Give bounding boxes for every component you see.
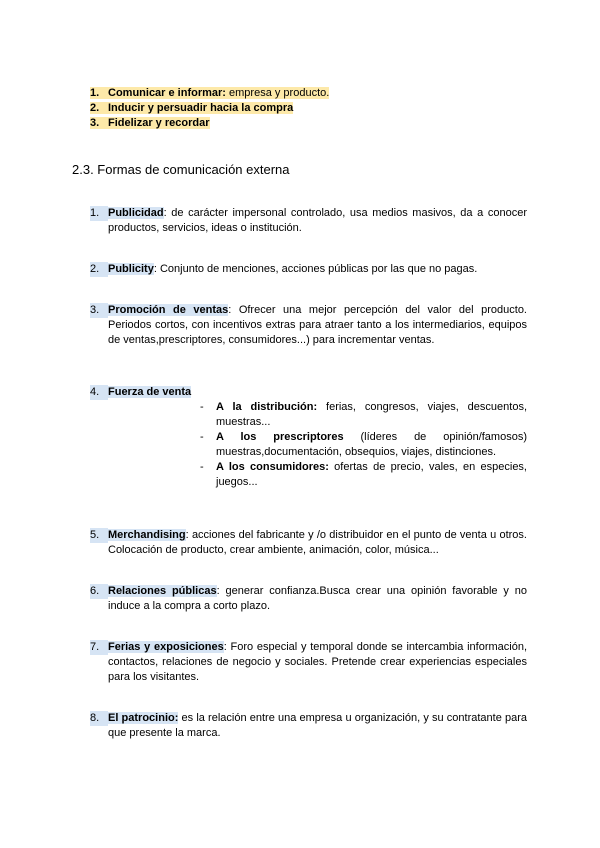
- term: Ferias y exposiciones: [108, 641, 224, 653]
- term: Relaciones públicas: [108, 585, 217, 597]
- list-item: [90, 640, 527, 685]
- description: Foro especial y temporal donde se intercambia información, contactos, relaciones de negocio y sociales. Pretende crear experiencias especiales para los visitantes.: [108, 641, 527, 683]
- list-number: 6.: [90, 584, 108, 599]
- dash-bullet: -: [200, 401, 204, 413]
- list-number: 1.: [90, 87, 100, 99]
- list-number: 3.: [90, 303, 108, 318]
- separator: :: [228, 304, 232, 316]
- list-item: [90, 262, 527, 277]
- description: acciones del fabricante y /o distribuidor en el punto de venta u otros. Colocación de producto, crear ambiente, animación, color, música...: [108, 529, 527, 556]
- list-number: 3.: [90, 117, 100, 129]
- list-number: 5.: [90, 528, 108, 543]
- sales-force-sublist: [200, 400, 527, 490]
- term: Fuerza de venta: [108, 386, 192, 398]
- sub-text: ferias, congresos, viajes, descuentos, muestras...: [216, 401, 527, 428]
- list-item-bold: Inducir y persuadir hacia la compra: [108, 102, 294, 114]
- list-number: 2.: [90, 102, 100, 114]
- list-item: [90, 86, 530, 101]
- list-item-bold: Fidelizar y recordar: [108, 117, 210, 129]
- dash-bullet: -: [200, 461, 204, 473]
- list-item: [90, 584, 527, 614]
- description: Ofrecer una mejor percepción del valor del producto. Periodos cortos, con incentivos extras para atraer tanto a los intermediarios, equipos de ventas,prescriptores, consumidores...) para incrementar ventas.: [108, 304, 527, 346]
- separator: :: [153, 263, 157, 275]
- separator: :: [185, 529, 189, 541]
- sub-term: A los prescriptores: [216, 431, 344, 443]
- term: Merchandising: [108, 529, 186, 541]
- sublist-item: [200, 430, 527, 460]
- description: generar confianza.Busca crear una opinión favorable y no induce a la compra a corto plazo.: [108, 585, 528, 612]
- list-item-text: empresa y producto.: [225, 87, 330, 99]
- list-item: [90, 711, 527, 741]
- term: Publicidad: [108, 207, 164, 219]
- list-item: [90, 528, 527, 558]
- list-number: 1.: [90, 206, 108, 221]
- sub-term: A los consumidores:: [216, 461, 329, 473]
- description: es la relación entre una empresa u organización, y su contratante para que presente la marca.: [108, 712, 527, 739]
- objectives-list: [90, 86, 530, 131]
- list-item: [90, 303, 527, 348]
- list-item: [90, 116, 530, 131]
- separator: :: [216, 585, 220, 597]
- sub-text: (líderes de opinión/famosos) muestras,documentación, obsequios, viajes, distinciones.: [216, 431, 527, 458]
- sub-term: A la distribución:: [216, 401, 318, 413]
- term: Publicity: [108, 263, 154, 275]
- list-item-bold: Comunicar e informar:: [108, 87, 226, 99]
- separator: :: [163, 207, 167, 219]
- description: de carácter impersonal controlado, usa medios masivos, da a conocer productos, servicios, ideas o institución.: [108, 207, 527, 234]
- term: Promoción de ventas: [108, 304, 229, 316]
- term: El patrocinio:: [108, 712, 179, 724]
- list-number: 7.: [90, 640, 108, 655]
- list-item: [90, 101, 530, 116]
- sublist-item: [200, 460, 527, 490]
- list-item: [90, 385, 527, 400]
- separator: :: [223, 641, 227, 653]
- description: Conjunto de menciones, acciones públicas por las que no pagas.: [156, 263, 478, 275]
- list-number: 2.: [90, 262, 108, 277]
- list-number: 8.: [90, 711, 108, 726]
- list-number: 4.: [90, 385, 108, 400]
- dash-bullet: -: [200, 431, 204, 443]
- sub-text: ofertas de precio, vales, en especies, juegos...: [216, 461, 527, 488]
- section-heading: 2.3. Formas de comunicación externa: [72, 162, 290, 177]
- list-item: [90, 206, 527, 236]
- sublist-item: [200, 400, 527, 430]
